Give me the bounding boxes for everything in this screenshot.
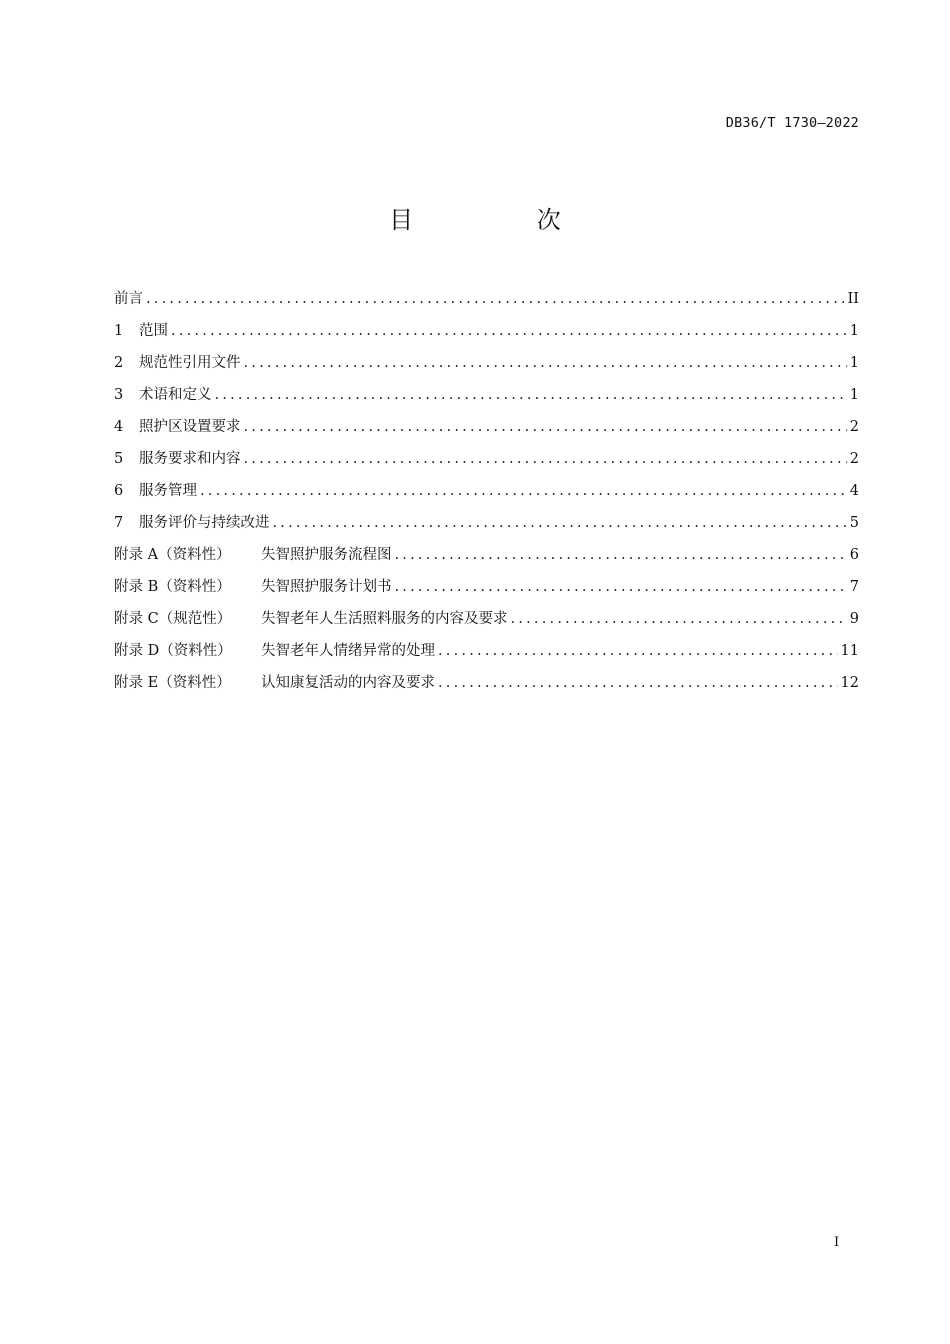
toc-leader-dots: [171, 323, 847, 339]
toc-leader-dots: [244, 355, 847, 371]
toc-entry-page: II: [847, 291, 859, 307]
toc-leader-dots: [273, 515, 847, 531]
toc-leader-dots: [215, 387, 847, 403]
toc-entry-foreword[interactable]: [114, 287, 859, 319]
toc-entry-page: 1: [849, 355, 859, 371]
toc-leader-dots: [146, 291, 845, 307]
toc-leader-dots: [511, 611, 847, 627]
toc-appendix-label: 失智老年人生活照料服务的内容及要求: [261, 611, 508, 627]
toc-appendix-page: 9: [849, 611, 859, 627]
toc-entry-7[interactable]: [114, 511, 859, 543]
toc-appendix-prefix: 附录 B（资料性）: [114, 579, 231, 595]
toc-leader-dots: [200, 483, 847, 499]
toc-appendix-label: 失智照护服务计划书: [261, 579, 392, 595]
toc-entry-number: 7: [114, 515, 124, 531]
toc-leader-dots: [438, 643, 838, 659]
toc-leader-dots: [395, 579, 847, 595]
toc-entry-label: 术语和定义: [139, 387, 212, 403]
toc-appendix-d[interactable]: [114, 639, 859, 671]
toc-appendix-page: 12: [840, 675, 859, 691]
toc-leader-dots: [244, 419, 847, 435]
toc-appendix-a[interactable]: [114, 543, 859, 575]
toc-entry-4[interactable]: [114, 415, 859, 447]
toc-entry-label: 范围: [139, 323, 168, 339]
toc-appendix-e[interactable]: [114, 671, 859, 703]
toc-entry-label: 前言: [114, 291, 143, 307]
toc-leader-dots: [395, 547, 847, 563]
toc-entry-2[interactable]: [114, 351, 859, 383]
toc-title: 目 次: [389, 206, 619, 234]
toc-entry-number: 3: [114, 387, 124, 403]
toc-appendix-c[interactable]: [114, 607, 859, 639]
table-of-contents: [114, 287, 859, 703]
toc-entry-label: 服务评价与持续改进: [139, 515, 270, 531]
toc-entry-page: 5: [849, 515, 859, 531]
toc-appendix-label: 认知康复活动的内容及要求: [261, 675, 435, 691]
toc-appendix-page: 6: [849, 547, 859, 563]
document-code: DB36/T 1730—2022: [725, 115, 859, 131]
toc-appendix-label: 失智老年人情绪异常的处理: [261, 643, 435, 659]
toc-entry-page: 2: [849, 419, 859, 435]
toc-appendix-page: 11: [840, 643, 859, 659]
toc-appendix-prefix: 附录 D（资料性）: [114, 643, 232, 659]
toc-appendix-prefix: 附录 A（资料性）: [114, 547, 231, 563]
page-number: I: [834, 1235, 840, 1250]
toc-entry-number: 4: [114, 419, 124, 435]
toc-entry-number: 5: [114, 451, 124, 467]
toc-entry-number: 6: [114, 483, 124, 499]
toc-entry-3[interactable]: [114, 383, 859, 415]
toc-appendix-label: 失智照护服务流程图: [261, 547, 392, 563]
toc-entry-label: 服务要求和内容: [139, 451, 241, 467]
toc-entry-label: 规范性引用文件: [139, 355, 241, 371]
toc-entry-page: 1: [849, 387, 859, 403]
toc-entry-number: 2: [114, 355, 124, 371]
toc-appendix-b[interactable]: [114, 575, 859, 607]
toc-entry-page: 2: [849, 451, 859, 467]
toc-entry-label: 服务管理: [139, 483, 197, 499]
toc-appendix-prefix: 附录 C（规范性）: [114, 611, 232, 627]
toc-appendix-prefix: 附录 E（资料性）: [114, 675, 231, 691]
toc-appendix-page: 7: [849, 579, 859, 595]
toc-entry-6[interactable]: [114, 479, 859, 511]
toc-entry-label: 照护区设置要求: [139, 419, 241, 435]
toc-entry-page: 1: [849, 323, 859, 339]
toc-leader-dots: [438, 675, 838, 691]
toc-entry-5[interactable]: [114, 447, 859, 479]
toc-entry-1[interactable]: [114, 319, 859, 351]
toc-entry-page: 4: [849, 483, 859, 499]
toc-leader-dots: [244, 451, 847, 467]
toc-entry-number: 1: [114, 323, 124, 339]
